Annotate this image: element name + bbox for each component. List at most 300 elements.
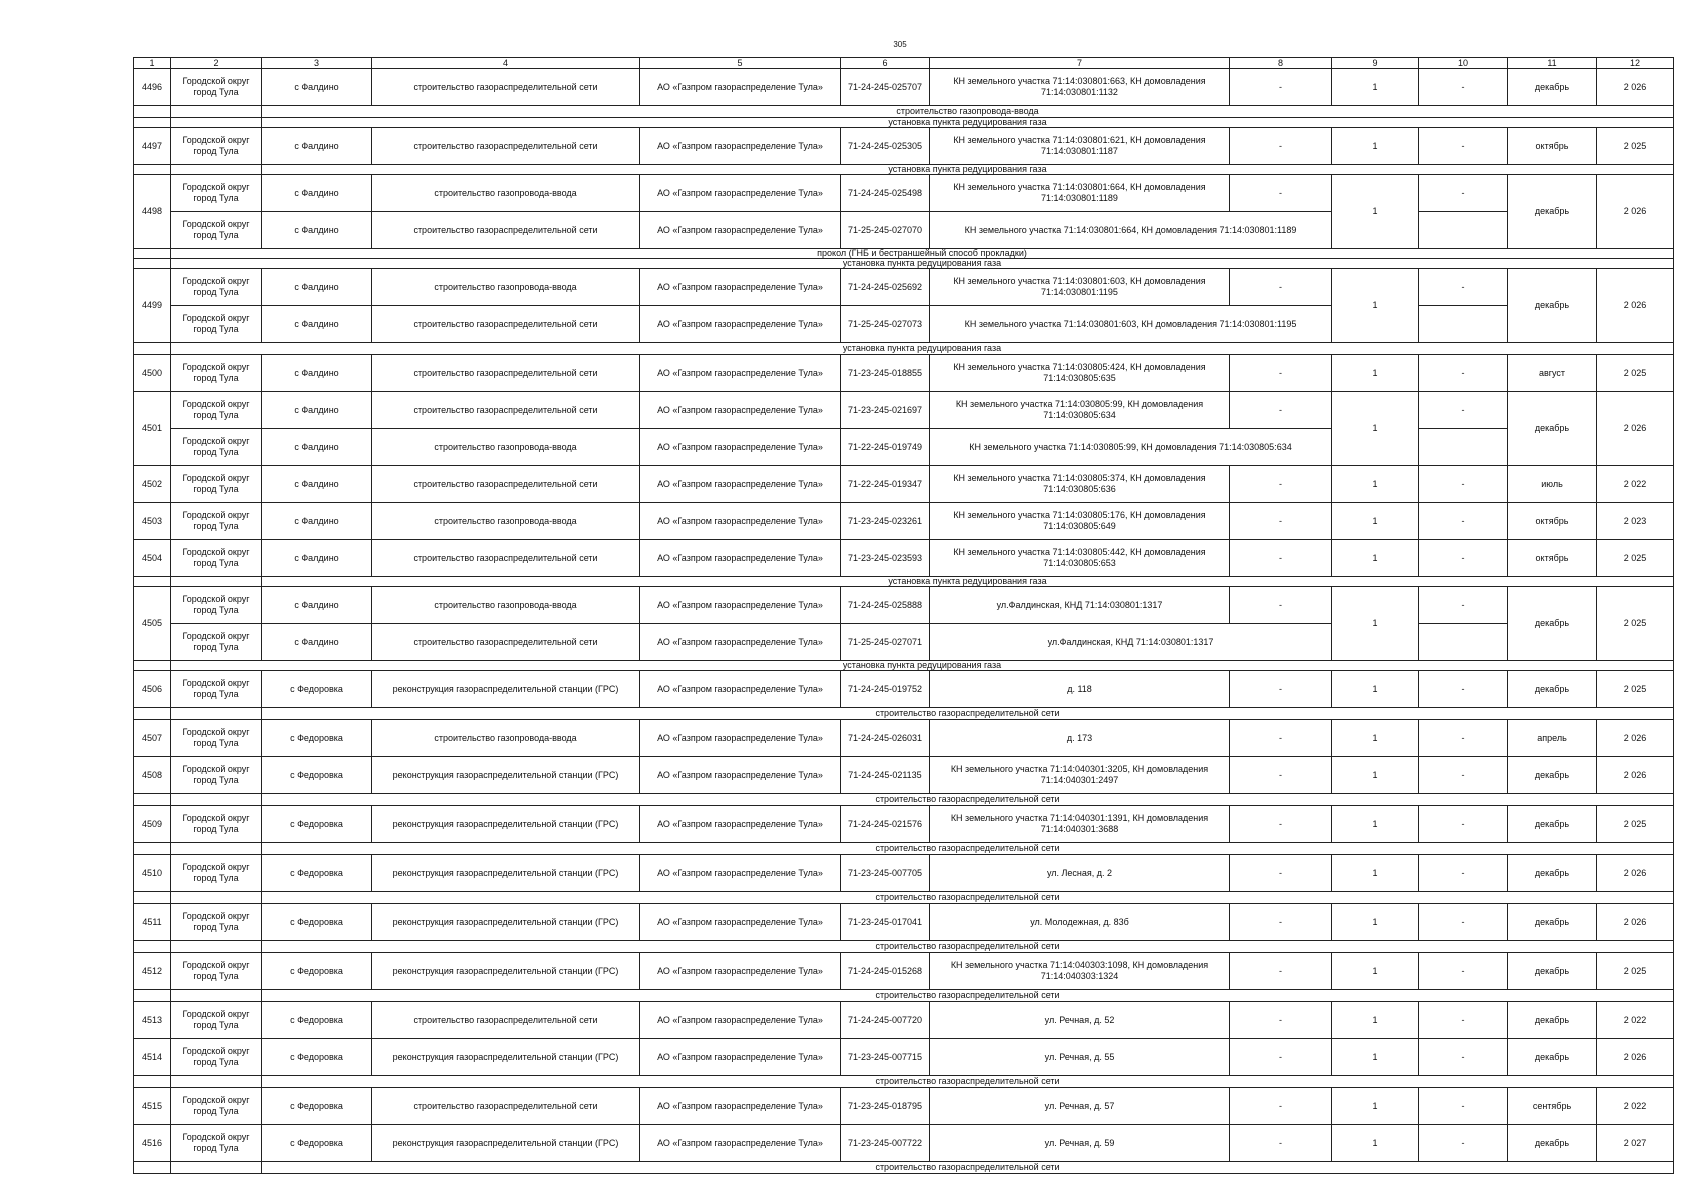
- row-number: 4503: [134, 503, 171, 540]
- empty-cell: [171, 1076, 262, 1088]
- village: с Федоровка: [262, 855, 372, 892]
- application-id: 71-24-245-025305: [841, 128, 930, 165]
- application-id: 71-24-245-026031: [841, 720, 930, 757]
- empty-cell: [134, 1162, 171, 1174]
- col-header: 5: [640, 58, 841, 69]
- village: с Федоровка: [262, 1125, 372, 1162]
- application-id: 71-24-245-025692: [841, 269, 930, 306]
- district: Городской округ город Тула: [171, 953, 262, 990]
- organization: АО «Газпром газораспределение Тула»: [640, 720, 841, 757]
- object-address: КН земельного участка 71:14:030805:99, КН домовладения 71:14:030805:634: [930, 392, 1230, 429]
- table-row: [134, 175, 1674, 212]
- table-row: [134, 587, 1674, 624]
- col9-value: 1: [1332, 904, 1419, 941]
- object-address: ул. Речная, д. 52: [930, 1002, 1230, 1039]
- col8-value: -: [1230, 720, 1332, 757]
- year: 2 025: [1597, 355, 1674, 392]
- col10-value: -: [1419, 1002, 1508, 1039]
- col9-value: 1: [1332, 1002, 1419, 1039]
- organization: АО «Газпром газораспределение Тула»: [640, 806, 841, 843]
- district: Городской округ город Тула: [171, 69, 262, 106]
- table-row: [134, 953, 1674, 990]
- col10-value: -: [1419, 806, 1508, 843]
- empty-cell: [134, 249, 171, 259]
- month: декабрь: [1508, 587, 1597, 661]
- village: с Фалдино: [262, 392, 372, 429]
- year: 2 026: [1597, 757, 1674, 794]
- organization: АО «Газпром газораспределение Тула»: [640, 355, 841, 392]
- organization: АО «Газпром газораспределение Тула»: [640, 1039, 841, 1076]
- row-number: 4505: [134, 587, 171, 661]
- empty-cell: [171, 106, 262, 118]
- table-row: [134, 128, 1674, 165]
- col8-value: -: [1230, 466, 1332, 503]
- district: Городской округ город Тула: [171, 757, 262, 794]
- col-header: 9: [1332, 58, 1419, 69]
- object-address: ул. Лесная, д. 2: [930, 855, 1230, 892]
- col9-value: 1: [1332, 953, 1419, 990]
- col10-value: -: [1419, 355, 1508, 392]
- table-row: [134, 429, 1674, 466]
- object-address: КН земельного участка 71:14:030805:99, КН домовладения 71:14:030805:634: [930, 429, 1332, 466]
- empty-cell: [171, 1162, 262, 1174]
- subtask-row: [134, 343, 1674, 355]
- organization: АО «Газпром газораспределение Тула»: [640, 1002, 841, 1039]
- col10-value: -: [1419, 466, 1508, 503]
- district: Городской округ город Тула: [171, 392, 262, 429]
- month: декабрь: [1508, 1125, 1597, 1162]
- col10-value: -: [1419, 392, 1508, 429]
- table-row: [134, 1002, 1674, 1039]
- application-id: 71-23-245-018795: [841, 1088, 930, 1125]
- col8-value: -: [1230, 671, 1332, 708]
- table-row: [134, 671, 1674, 708]
- col10-empty: [1419, 429, 1508, 466]
- application-id: 71-24-245-021576: [841, 806, 930, 843]
- header-row: [134, 58, 1674, 69]
- object-address: КН земельного участка 71:14:030805:176, КН домовладения 71:14:030805:649: [930, 503, 1230, 540]
- village: с Фалдино: [262, 212, 372, 249]
- subtask-row: [134, 577, 1674, 587]
- village: с Фалдино: [262, 175, 372, 212]
- district: Городской округ город Тула: [171, 503, 262, 540]
- work-type: реконструкция газораспределительной станции (ГРС): [372, 806, 640, 843]
- object-address: КН земельного участка 71:14:030801:664, КН домовладения 71:14:030801:1189: [930, 175, 1230, 212]
- village: с Федоровка: [262, 806, 372, 843]
- table-row: [134, 69, 1674, 106]
- village: с Фалдино: [262, 540, 372, 577]
- subtask-label: строительство газораспределительной сети: [262, 1162, 1674, 1174]
- table-row: [134, 1039, 1674, 1076]
- empty-cell: [134, 165, 171, 175]
- row-number: 4499: [134, 269, 171, 343]
- month: декабрь: [1508, 757, 1597, 794]
- village: с Федоровка: [262, 953, 372, 990]
- col9-value: 1: [1332, 1039, 1419, 1076]
- empty-cell: [171, 794, 262, 806]
- month: декабрь: [1508, 953, 1597, 990]
- work-type: строительство газопровода-ввода: [372, 587, 640, 624]
- year: 2 027: [1597, 1125, 1674, 1162]
- year: 2 026: [1597, 1039, 1674, 1076]
- table-row: [134, 720, 1674, 757]
- organization: АО «Газпром газораспределение Тула»: [640, 466, 841, 503]
- table-row: [134, 212, 1674, 249]
- year: 2 025: [1597, 806, 1674, 843]
- empty-cell: [134, 892, 171, 904]
- month: сентябрь: [1508, 1088, 1597, 1125]
- subtask-row: [134, 1076, 1674, 1088]
- application-id: 71-25-245-027073: [841, 306, 930, 343]
- work-type: строительство газораспределительной сети: [372, 540, 640, 577]
- subtask-label: строительство газораспределительной сети: [262, 941, 1674, 953]
- object-address: ул. Речная, д. 55: [930, 1039, 1230, 1076]
- col10-value: -: [1419, 757, 1508, 794]
- row-number: 4512: [134, 953, 171, 990]
- subtask-label: строительство газораспределительной сети: [262, 990, 1674, 1002]
- work-type: строительство газопровода-ввода: [372, 503, 640, 540]
- table-row: [134, 306, 1674, 343]
- subtask-label: строительство газораспределительной сети: [262, 794, 1674, 806]
- work-type: строительство газораспределительной сети: [372, 212, 640, 249]
- row-number: 4509: [134, 806, 171, 843]
- col10-value: -: [1419, 69, 1508, 106]
- col8-value: -: [1230, 855, 1332, 892]
- district: Городской округ город Тула: [171, 624, 262, 661]
- row-number: 4500: [134, 355, 171, 392]
- village: с Фалдино: [262, 429, 372, 466]
- month: апрель: [1508, 720, 1597, 757]
- village: с Фалдино: [262, 624, 372, 661]
- village: с Федоровка: [262, 1002, 372, 1039]
- organization: АО «Газпром газораспределение Тула»: [640, 429, 841, 466]
- col9-value: 1: [1332, 1088, 1419, 1125]
- application-id: 71-24-245-025888: [841, 587, 930, 624]
- empty-cell: [171, 165, 262, 175]
- application-id: 71-24-245-025707: [841, 69, 930, 106]
- row-number: 4510: [134, 855, 171, 892]
- organization: АО «Газпром газораспределение Тула»: [640, 953, 841, 990]
- col10-value: -: [1419, 904, 1508, 941]
- empty-cell: [171, 990, 262, 1002]
- empty-cell: [171, 577, 262, 587]
- application-id: 71-23-245-007722: [841, 1125, 930, 1162]
- col-header: 4: [372, 58, 640, 69]
- object-address: ул.Фалдинская, КНД 71:14:030801:1317: [930, 587, 1230, 624]
- work-type: реконструкция газораспределительной станции (ГРС): [372, 1125, 640, 1162]
- month: декабрь: [1508, 69, 1597, 106]
- empty-cell: [134, 661, 171, 671]
- month: декабрь: [1508, 671, 1597, 708]
- empty-cell: [171, 708, 262, 720]
- district: Городской округ город Тула: [171, 587, 262, 624]
- subtask-row: [134, 990, 1674, 1002]
- application-id: 71-24-245-025498: [841, 175, 930, 212]
- col8-value: -: [1230, 904, 1332, 941]
- object-address: КН земельного участка 71:14:030801:603, КН домовладения 71:14:030801:1195: [930, 269, 1230, 306]
- month: декабрь: [1508, 904, 1597, 941]
- year: 2 025: [1597, 540, 1674, 577]
- organization: АО «Газпром газораспределение Тула»: [640, 306, 841, 343]
- col10-value: -: [1419, 128, 1508, 165]
- application-id: 71-23-245-023261: [841, 503, 930, 540]
- work-type: строительство газораспределительной сети: [372, 466, 640, 503]
- subtask-label: строительство газопровода-ввода: [262, 106, 1674, 118]
- village: с Фалдино: [262, 269, 372, 306]
- application-id: 71-24-245-021135: [841, 757, 930, 794]
- work-type: строительство газораспределительной сети: [372, 355, 640, 392]
- village: с Фалдино: [262, 306, 372, 343]
- organization: АО «Газпром газораспределение Тула»: [640, 904, 841, 941]
- row-number: 4501: [134, 392, 171, 466]
- application-id: 71-23-245-021697: [841, 392, 930, 429]
- row-number: 4508: [134, 757, 171, 794]
- year: 2 026: [1597, 175, 1674, 249]
- col-header: 12: [1597, 58, 1674, 69]
- village: с Фалдино: [262, 587, 372, 624]
- work-type: реконструкция газораспределительной станции (ГРС): [372, 904, 640, 941]
- col8-value: -: [1230, 1039, 1332, 1076]
- organization: АО «Газпром газораспределение Тула»: [640, 671, 841, 708]
- subtask-row: [134, 118, 1674, 128]
- organization: АО «Газпром газораспределение Тула»: [640, 1088, 841, 1125]
- district: Городской округ город Тула: [171, 1039, 262, 1076]
- month: август: [1508, 355, 1597, 392]
- table-row: [134, 904, 1674, 941]
- col9-value: 1: [1332, 392, 1419, 466]
- col8-value: -: [1230, 587, 1332, 624]
- year: 2 026: [1597, 904, 1674, 941]
- month: декабрь: [1508, 806, 1597, 843]
- table-row: [134, 540, 1674, 577]
- col8-value: -: [1230, 540, 1332, 577]
- empty-cell: [134, 1076, 171, 1088]
- col-header: 6: [841, 58, 930, 69]
- row-number: 4513: [134, 1002, 171, 1039]
- application-id: 71-24-245-007720: [841, 1002, 930, 1039]
- work-type: строительство газопровода-ввода: [372, 175, 640, 212]
- empty-cell: [134, 577, 171, 587]
- col8-value: -: [1230, 1125, 1332, 1162]
- work-type: строительство газораспределительной сети: [372, 1088, 640, 1125]
- subtask-label: строительство газораспределительной сети: [262, 1076, 1674, 1088]
- page-number: 305: [893, 40, 907, 49]
- application-id: 71-23-245-007705: [841, 855, 930, 892]
- col-header: 7: [930, 58, 1230, 69]
- organization: АО «Газпром газораспределение Тула»: [640, 392, 841, 429]
- col8-value: -: [1230, 175, 1332, 212]
- village: с Фалдино: [262, 466, 372, 503]
- subtask-label: установка пункта редуцирования газа: [262, 577, 1674, 587]
- col9-value: 1: [1332, 466, 1419, 503]
- col10-value: -: [1419, 587, 1508, 624]
- district: Городской округ город Тула: [171, 855, 262, 892]
- district: Городской округ город Тула: [171, 720, 262, 757]
- month: декабрь: [1508, 1002, 1597, 1039]
- subtask-label: строительство газораспределительной сети: [262, 892, 1674, 904]
- subtask-label: строительство газораспределительной сети: [262, 843, 1674, 855]
- col8-value: -: [1230, 1088, 1332, 1125]
- col9-value: 1: [1332, 128, 1419, 165]
- district: Городской округ город Тула: [171, 466, 262, 503]
- col10-value: -: [1419, 540, 1508, 577]
- application-id: 71-22-245-019347: [841, 466, 930, 503]
- year: 2 023: [1597, 503, 1674, 540]
- work-type: строительство газораспределительной сети: [372, 306, 640, 343]
- year: 2 026: [1597, 392, 1674, 466]
- subtask-row: [134, 941, 1674, 953]
- district: Городской округ город Тула: [171, 1002, 262, 1039]
- col9-value: 1: [1332, 855, 1419, 892]
- col9-value: 1: [1332, 175, 1419, 249]
- district: Городской округ город Тула: [171, 806, 262, 843]
- application-id: 71-23-245-018855: [841, 355, 930, 392]
- empty-cell: [134, 794, 171, 806]
- table-row: [134, 466, 1674, 503]
- empty-cell: [134, 708, 171, 720]
- year: 2 022: [1597, 466, 1674, 503]
- col-header: 2: [171, 58, 262, 69]
- col8-value: -: [1230, 69, 1332, 106]
- col10-value: -: [1419, 269, 1508, 306]
- application-id: 71-22-245-019749: [841, 429, 930, 466]
- organization: АО «Газпром газораспределение Тула»: [640, 540, 841, 577]
- village: с Федоровка: [262, 757, 372, 794]
- col9-value: 1: [1332, 503, 1419, 540]
- village: с Фалдино: [262, 355, 372, 392]
- year: 2 025: [1597, 953, 1674, 990]
- empty-cell: [134, 259, 171, 269]
- row-number: 4506: [134, 671, 171, 708]
- subtask-label: установка пункта редуцирования газа: [171, 259, 1674, 269]
- col9-value: 1: [1332, 757, 1419, 794]
- object-address: КН земельного участка 71:14:040301:3205, КН домовладения 71:14:040301:2497: [930, 757, 1230, 794]
- year: 2 026: [1597, 720, 1674, 757]
- subtask-label: установка пункта редуцирования газа: [262, 165, 1674, 175]
- district: Городской округ город Тула: [171, 269, 262, 306]
- organization: АО «Газпром газораспределение Тула»: [640, 128, 841, 165]
- col10-value: -: [1419, 1088, 1508, 1125]
- district: Городской округ город Тула: [171, 355, 262, 392]
- col8-value: -: [1230, 806, 1332, 843]
- table-row: [134, 355, 1674, 392]
- subtask-label: прокол (ГНБ и бестраншейный способ прокладки): [171, 249, 1674, 259]
- empty-cell: [134, 990, 171, 1002]
- row-number: 4507: [134, 720, 171, 757]
- subtask-row: [134, 106, 1674, 118]
- subtask-label: установка пункта редуцирования газа: [262, 118, 1674, 128]
- application-id: 71-24-245-015268: [841, 953, 930, 990]
- col10-value: -: [1419, 503, 1508, 540]
- object-address: КН земельного участка 71:14:030805:424, КН домовладения 71:14:030805:635: [930, 355, 1230, 392]
- col10-value: -: [1419, 1039, 1508, 1076]
- subtask-row: [134, 661, 1674, 671]
- organization: АО «Газпром газораспределение Тула»: [640, 212, 841, 249]
- village: с Фалдино: [262, 69, 372, 106]
- table-row: [134, 269, 1674, 306]
- month: декабрь: [1508, 855, 1597, 892]
- object-address: д. 118: [930, 671, 1230, 708]
- empty-cell: [171, 941, 262, 953]
- col-header: 1: [134, 58, 171, 69]
- year: 2 025: [1597, 671, 1674, 708]
- work-type: строительство газопровода-ввода: [372, 720, 640, 757]
- district: Городской округ город Тула: [171, 175, 262, 212]
- object-address: КН земельного участка 71:14:030801:663, КН домовладения 71:14:030801:1132: [930, 69, 1230, 106]
- col-header: 3: [262, 58, 372, 69]
- district: Городской округ город Тула: [171, 1125, 262, 1162]
- col9-value: 1: [1332, 671, 1419, 708]
- empty-cell: [134, 941, 171, 953]
- village: с Федоровка: [262, 1039, 372, 1076]
- work-type: строительство газораспределительной сети: [372, 69, 640, 106]
- year: 2 022: [1597, 1088, 1674, 1125]
- work-type: строительство газопровода-ввода: [372, 269, 640, 306]
- row-number: 4496: [134, 69, 171, 106]
- year: 2 025: [1597, 128, 1674, 165]
- col8-value: -: [1230, 392, 1332, 429]
- table-row: [134, 624, 1674, 661]
- month: декабрь: [1508, 269, 1597, 343]
- object-address: ул. Молодежная, д. 83б: [930, 904, 1230, 941]
- table-row: [134, 757, 1674, 794]
- organization: АО «Газпром газораспределение Тула»: [640, 757, 841, 794]
- application-id: 71-23-245-017041: [841, 904, 930, 941]
- subtask-row: [134, 843, 1674, 855]
- col10-value: -: [1419, 720, 1508, 757]
- col10-empty: [1419, 306, 1508, 343]
- subtask-row: [134, 794, 1674, 806]
- district: Городской округ город Тула: [171, 904, 262, 941]
- month: октябрь: [1508, 128, 1597, 165]
- district: Городской округ город Тула: [171, 306, 262, 343]
- year: 2 025: [1597, 587, 1674, 661]
- application-id: 71-23-245-023593: [841, 540, 930, 577]
- empty-cell: [134, 118, 171, 128]
- month: декабрь: [1508, 1039, 1597, 1076]
- row-number: 4511: [134, 904, 171, 941]
- table-row: [134, 392, 1674, 429]
- village: с Федоровка: [262, 904, 372, 941]
- work-type: реконструкция газораспределительной станции (ГРС): [372, 1039, 640, 1076]
- village: с Федоровка: [262, 1088, 372, 1125]
- district: Городской округ город Тула: [171, 429, 262, 466]
- col10-empty: [1419, 212, 1508, 249]
- object-address: КН земельного участка 71:14:030801:603, КН домовладения 71:14:030801:1195: [930, 306, 1332, 343]
- subtask-row: [134, 892, 1674, 904]
- col8-value: -: [1230, 269, 1332, 306]
- object-address: ул. Речная, д. 57: [930, 1088, 1230, 1125]
- year: 2 026: [1597, 69, 1674, 106]
- col-header: 8: [1230, 58, 1332, 69]
- empty-cell: [171, 892, 262, 904]
- col9-value: 1: [1332, 69, 1419, 106]
- organization: АО «Газпром газораспределение Тула»: [640, 624, 841, 661]
- work-type: реконструкция газораспределительной станции (ГРС): [372, 953, 640, 990]
- month: декабрь: [1508, 175, 1597, 249]
- empty-cell: [171, 843, 262, 855]
- col8-value: -: [1230, 1002, 1332, 1039]
- month: июль: [1508, 466, 1597, 503]
- subtask-label: установка пункта редуцирования газа: [171, 661, 1674, 671]
- empty-cell: [171, 118, 262, 128]
- work-type: реконструкция газораспределительной станции (ГРС): [372, 671, 640, 708]
- subtask-label: строительство газораспределительной сети: [262, 708, 1674, 720]
- col9-value: 1: [1332, 587, 1419, 661]
- row-number: 4516: [134, 1125, 171, 1162]
- month: октябрь: [1508, 540, 1597, 577]
- col10-value: -: [1419, 1125, 1508, 1162]
